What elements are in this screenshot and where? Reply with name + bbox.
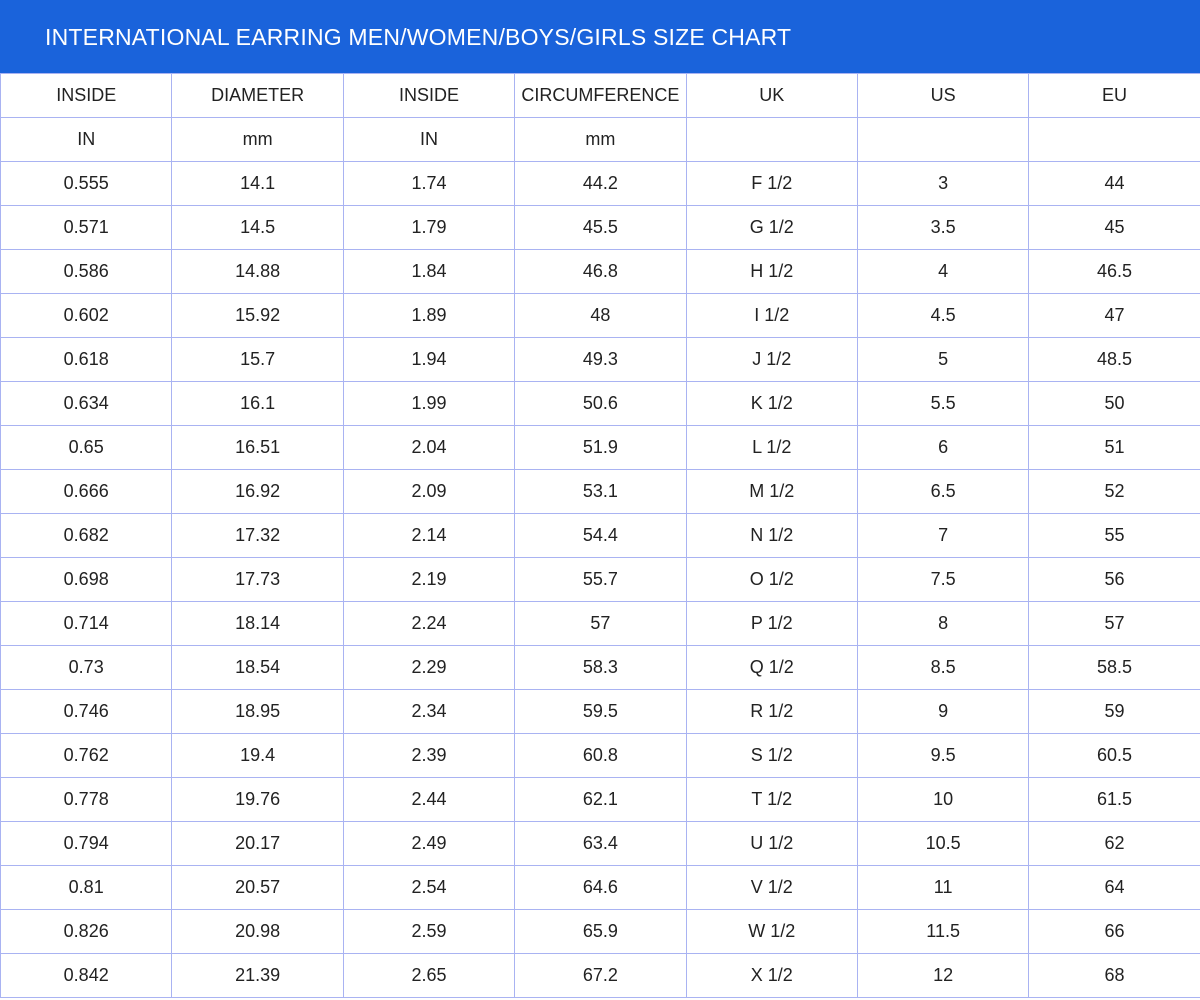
title-banner bbox=[0, 0, 1200, 73]
table-row-cell: 12 bbox=[857, 954, 1028, 998]
table-row-cell: 0.682 bbox=[1, 514, 172, 558]
table-row-cell: 3.5 bbox=[857, 206, 1028, 250]
table-row-cell: X 1/2 bbox=[686, 954, 857, 998]
table-row-cell: 20.57 bbox=[172, 866, 343, 910]
table-row-cell: 53.1 bbox=[515, 470, 686, 514]
table-row-cell: 1.84 bbox=[343, 250, 514, 294]
table-row-cell: 61.5 bbox=[1029, 778, 1200, 822]
table-row-cell: 45 bbox=[1029, 206, 1200, 250]
table-row bbox=[1, 822, 1200, 866]
table-row-cell: 0.778 bbox=[1, 778, 172, 822]
unit-row bbox=[1, 118, 1200, 162]
table-row-cell: 4 bbox=[857, 250, 1028, 294]
table-row-cell: 0.762 bbox=[1, 734, 172, 778]
unit-row-cell: IN bbox=[343, 118, 514, 162]
table-row-cell: 0.714 bbox=[1, 602, 172, 646]
table-row bbox=[1, 602, 1200, 646]
table-row-cell: 45.5 bbox=[515, 206, 686, 250]
table-row bbox=[1, 734, 1200, 778]
table-row-cell: 2.44 bbox=[343, 778, 514, 822]
table-row-cell: J 1/2 bbox=[686, 338, 857, 382]
table-row-cell: 58.5 bbox=[1029, 646, 1200, 690]
table-row-cell: 46.5 bbox=[1029, 250, 1200, 294]
table-row-cell: 1.74 bbox=[343, 162, 514, 206]
table-row-cell: 59.5 bbox=[515, 690, 686, 734]
column-header-row-cell: INSIDE bbox=[343, 74, 514, 118]
table-row bbox=[1, 954, 1200, 998]
table-row-cell: 48.5 bbox=[1029, 338, 1200, 382]
unit-row-cell bbox=[686, 118, 857, 162]
table-row-cell: 56 bbox=[1029, 558, 1200, 602]
table-row-cell: 57 bbox=[1029, 602, 1200, 646]
table-row-cell: 65.9 bbox=[515, 910, 686, 954]
table-row-cell: U 1/2 bbox=[686, 822, 857, 866]
table-row-cell: Q 1/2 bbox=[686, 646, 857, 690]
table-row-cell: 1.89 bbox=[343, 294, 514, 338]
table-row-cell: W 1/2 bbox=[686, 910, 857, 954]
table-row-cell: 46.8 bbox=[515, 250, 686, 294]
table-row-cell: 0.586 bbox=[1, 250, 172, 294]
unit-row-cell: mm bbox=[172, 118, 343, 162]
table-row bbox=[1, 206, 1200, 250]
table-row-cell: 62 bbox=[1029, 822, 1200, 866]
table-row-cell: 15.7 bbox=[172, 338, 343, 382]
table-row-cell: 5 bbox=[857, 338, 1028, 382]
table-row-cell: 6 bbox=[857, 426, 1028, 470]
table-row-cell: 54.4 bbox=[515, 514, 686, 558]
table-row-cell: 50.6 bbox=[515, 382, 686, 426]
table-row-cell: 2.59 bbox=[343, 910, 514, 954]
unit-row-cell bbox=[857, 118, 1028, 162]
table-row-cell: G 1/2 bbox=[686, 206, 857, 250]
table-row-cell: 0.618 bbox=[1, 338, 172, 382]
table-row bbox=[1, 250, 1200, 294]
table-row bbox=[1, 690, 1200, 734]
table-row-cell: 10.5 bbox=[857, 822, 1028, 866]
table-row-cell: 19.4 bbox=[172, 734, 343, 778]
table-row-cell: 7 bbox=[857, 514, 1028, 558]
table-row-cell: 68 bbox=[1029, 954, 1200, 998]
table-row-cell: 14.5 bbox=[172, 206, 343, 250]
table-row bbox=[1, 558, 1200, 602]
table-row-cell: 11.5 bbox=[857, 910, 1028, 954]
table-row-cell: 6.5 bbox=[857, 470, 1028, 514]
table-row-cell: 60.8 bbox=[515, 734, 686, 778]
table-row-cell: 19.76 bbox=[172, 778, 343, 822]
table-row-cell: 0.794 bbox=[1, 822, 172, 866]
table-row-cell: R 1/2 bbox=[686, 690, 857, 734]
table-row-cell: 0.571 bbox=[1, 206, 172, 250]
table-row-cell: 1.94 bbox=[343, 338, 514, 382]
table-row-cell: 2.34 bbox=[343, 690, 514, 734]
table-row-cell: 1.99 bbox=[343, 382, 514, 426]
size-chart-table bbox=[0, 73, 1200, 998]
table-row-cell: 44.2 bbox=[515, 162, 686, 206]
table-row-cell: O 1/2 bbox=[686, 558, 857, 602]
table-row-cell: 0.842 bbox=[1, 954, 172, 998]
table-row-cell: 8 bbox=[857, 602, 1028, 646]
table-row-cell: 9.5 bbox=[857, 734, 1028, 778]
table-row-cell: 64.6 bbox=[515, 866, 686, 910]
table-row-cell: 66 bbox=[1029, 910, 1200, 954]
table-row-cell: 2.65 bbox=[343, 954, 514, 998]
table-row-cell: 49.3 bbox=[515, 338, 686, 382]
table-row-cell: 16.92 bbox=[172, 470, 343, 514]
column-header-row-cell: US bbox=[857, 74, 1028, 118]
column-header-row bbox=[1, 74, 1200, 118]
table-row-cell: 0.81 bbox=[1, 866, 172, 910]
table-row-cell: 4.5 bbox=[857, 294, 1028, 338]
table-row-cell: 14.1 bbox=[172, 162, 343, 206]
table-row-cell: 60.5 bbox=[1029, 734, 1200, 778]
table-row-cell: 55 bbox=[1029, 514, 1200, 558]
table-row-cell: 10 bbox=[857, 778, 1028, 822]
table-row-cell: L 1/2 bbox=[686, 426, 857, 470]
table-row-cell: 7.5 bbox=[857, 558, 1028, 602]
table-row-cell: 21.39 bbox=[172, 954, 343, 998]
table-row-cell: 50 bbox=[1029, 382, 1200, 426]
table-row-cell: 0.634 bbox=[1, 382, 172, 426]
table-row-cell: 62.1 bbox=[515, 778, 686, 822]
table-row-cell: 16.1 bbox=[172, 382, 343, 426]
table-row bbox=[1, 162, 1200, 206]
table-row-cell: 55.7 bbox=[515, 558, 686, 602]
table-row-cell: 67.2 bbox=[515, 954, 686, 998]
table-row-cell: 0.555 bbox=[1, 162, 172, 206]
table-row-cell: F 1/2 bbox=[686, 162, 857, 206]
table-row-cell: H 1/2 bbox=[686, 250, 857, 294]
table-row bbox=[1, 514, 1200, 558]
table-row bbox=[1, 646, 1200, 690]
table-row-cell: S 1/2 bbox=[686, 734, 857, 778]
table-row-cell: 57 bbox=[515, 602, 686, 646]
table-row-cell: 2.29 bbox=[343, 646, 514, 690]
table-row-cell: 48 bbox=[515, 294, 686, 338]
table-row-cell: 17.32 bbox=[172, 514, 343, 558]
table-row-cell: P 1/2 bbox=[686, 602, 857, 646]
table-row bbox=[1, 778, 1200, 822]
table-row-cell: 1.79 bbox=[343, 206, 514, 250]
table-row-cell: 9 bbox=[857, 690, 1028, 734]
table-row-cell: 2.54 bbox=[343, 866, 514, 910]
table-row-cell: 18.95 bbox=[172, 690, 343, 734]
page-title: INTERNATIONAL EARRING MEN/WOMEN/BOYS/GIRLS SIZE CHART bbox=[45, 23, 792, 50]
table-row-cell: 47 bbox=[1029, 294, 1200, 338]
unit-row-cell bbox=[1029, 118, 1200, 162]
table-row-cell: 18.54 bbox=[172, 646, 343, 690]
table-row-cell: 14.88 bbox=[172, 250, 343, 294]
table-row-cell: 2.24 bbox=[343, 602, 514, 646]
column-header-row-cell: UK bbox=[686, 74, 857, 118]
column-header-row-cell: CIRCUMFERENCE bbox=[515, 74, 686, 118]
table-row-cell: 0.666 bbox=[1, 470, 172, 514]
column-header-row-cell: INSIDE bbox=[1, 74, 172, 118]
table-row-cell: 44 bbox=[1029, 162, 1200, 206]
table-row-cell: 18.14 bbox=[172, 602, 343, 646]
table-row-cell: 52 bbox=[1029, 470, 1200, 514]
table-row-cell: 58.3 bbox=[515, 646, 686, 690]
table-row-cell: 15.92 bbox=[172, 294, 343, 338]
table-row-cell: K 1/2 bbox=[686, 382, 857, 426]
table-row-cell: 11 bbox=[857, 866, 1028, 910]
column-header-row-cell: DIAMETER bbox=[172, 74, 343, 118]
table-row-cell: N 1/2 bbox=[686, 514, 857, 558]
table-row-cell: 2.19 bbox=[343, 558, 514, 602]
size-chart-body bbox=[1, 74, 1200, 998]
table-row-cell: 2.49 bbox=[343, 822, 514, 866]
table-row-cell: 2.14 bbox=[343, 514, 514, 558]
table-row-cell: 51 bbox=[1029, 426, 1200, 470]
table-row bbox=[1, 338, 1200, 382]
table-row bbox=[1, 866, 1200, 910]
table-row-cell: M 1/2 bbox=[686, 470, 857, 514]
table-row-cell: 20.17 bbox=[172, 822, 343, 866]
table-row-cell: 59 bbox=[1029, 690, 1200, 734]
table-row-cell: 2.09 bbox=[343, 470, 514, 514]
table-row-cell: 0.826 bbox=[1, 910, 172, 954]
table-row-cell: 5.5 bbox=[857, 382, 1028, 426]
table-row-cell: 2.39 bbox=[343, 734, 514, 778]
table-row-cell: V 1/2 bbox=[686, 866, 857, 910]
table-row-cell: 0.65 bbox=[1, 426, 172, 470]
column-header-row-cell: EU bbox=[1029, 74, 1200, 118]
table-row-cell: 20.98 bbox=[172, 910, 343, 954]
table-row-cell: 64 bbox=[1029, 866, 1200, 910]
table-row-cell: 16.51 bbox=[172, 426, 343, 470]
unit-row-cell: mm bbox=[515, 118, 686, 162]
table-row-cell: T 1/2 bbox=[686, 778, 857, 822]
table-row-cell: 63.4 bbox=[515, 822, 686, 866]
table-row-cell: 3 bbox=[857, 162, 1028, 206]
table-row bbox=[1, 426, 1200, 470]
table-row-cell: 0.602 bbox=[1, 294, 172, 338]
unit-row-cell: IN bbox=[1, 118, 172, 162]
table-row bbox=[1, 382, 1200, 426]
table-row-cell: 8.5 bbox=[857, 646, 1028, 690]
table-row-cell: 2.04 bbox=[343, 426, 514, 470]
table-row-cell: 0.698 bbox=[1, 558, 172, 602]
table-row-cell: 51.9 bbox=[515, 426, 686, 470]
table-row-cell: 0.73 bbox=[1, 646, 172, 690]
table-row-cell: I 1/2 bbox=[686, 294, 857, 338]
table-row bbox=[1, 910, 1200, 954]
table-row bbox=[1, 470, 1200, 514]
table-row bbox=[1, 294, 1200, 338]
table-row-cell: 17.73 bbox=[172, 558, 343, 602]
table-row-cell: 0.746 bbox=[1, 690, 172, 734]
